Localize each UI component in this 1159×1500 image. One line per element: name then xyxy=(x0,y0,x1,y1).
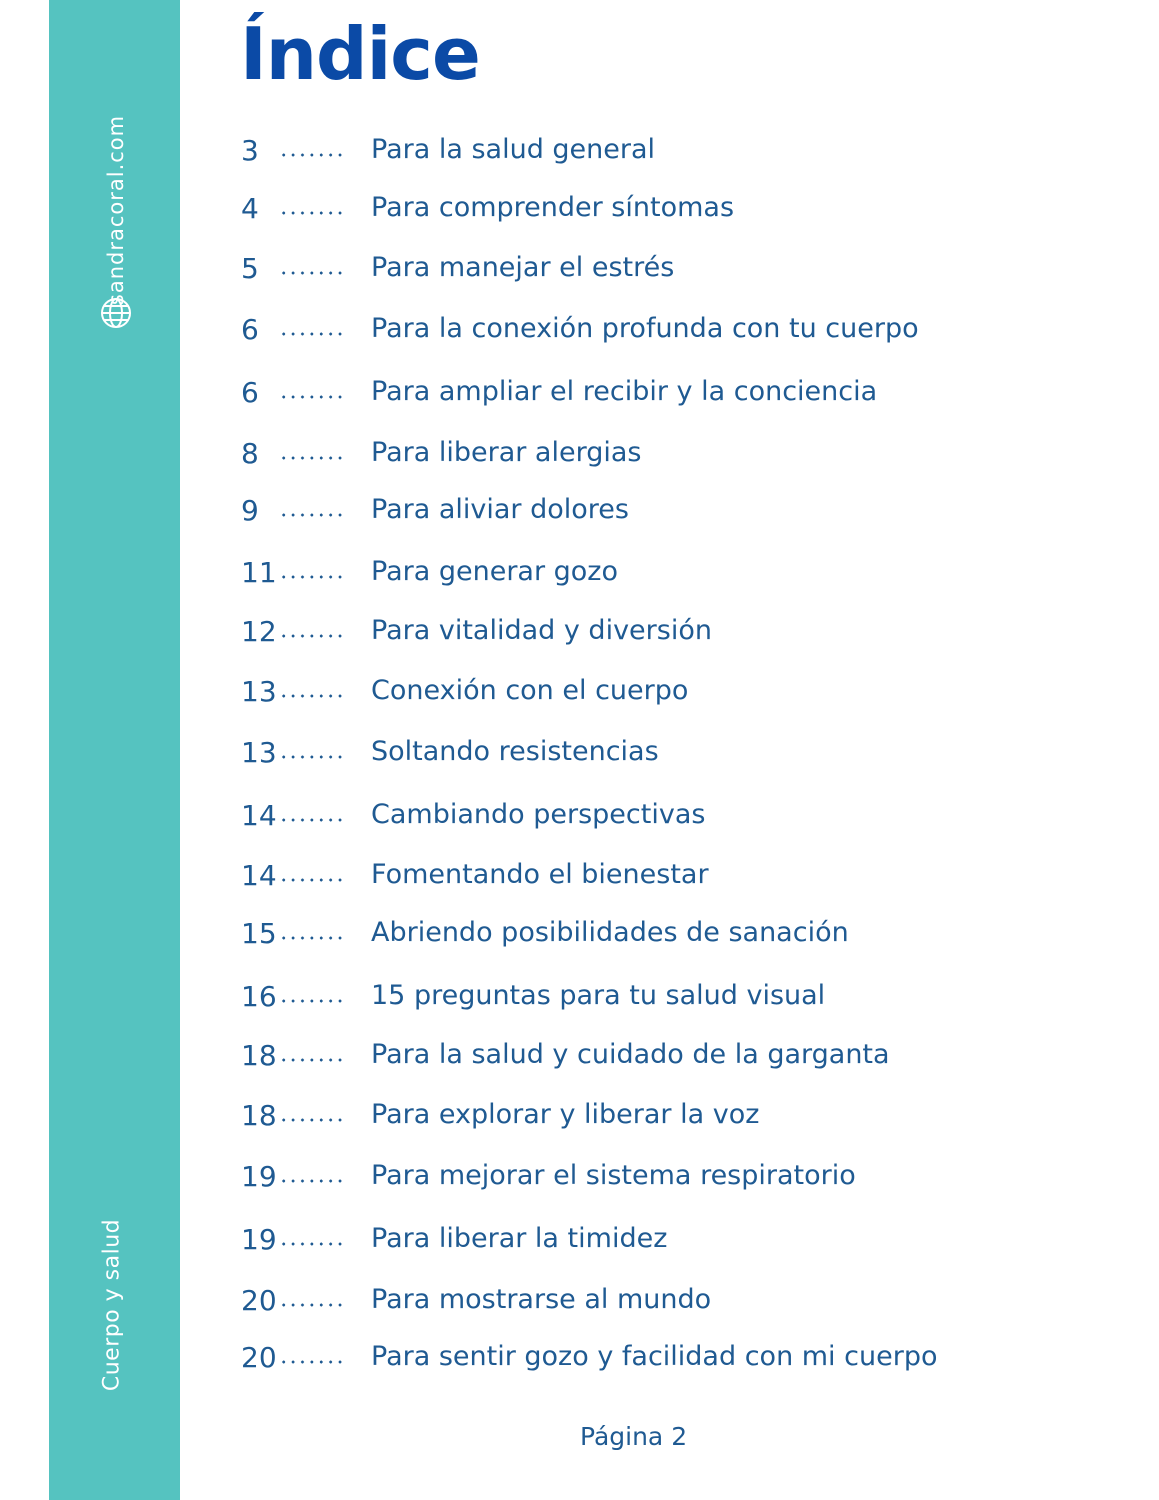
toc-title: Para vitalidad y diversión xyxy=(371,615,712,646)
toc-title: Soltando resistencias xyxy=(371,736,659,767)
toc-title: Cambiando perspectivas xyxy=(371,799,706,830)
toc-entry[interactable] xyxy=(241,729,1021,769)
toc-entry[interactable] xyxy=(241,792,1021,832)
toc-page-number: 15 xyxy=(241,917,277,950)
toc-title: Conexión con el cuerpo xyxy=(371,675,689,706)
toc-title: Para mejorar el sistema respiratorio xyxy=(371,1160,856,1191)
toc-entry[interactable] xyxy=(241,973,1021,1013)
toc-title: 15 preguntas para tu salud visual xyxy=(371,980,826,1011)
toc-page-number: 20 xyxy=(241,1284,277,1317)
toc-title: Para sentir gozo y facilidad con mi cuerpo xyxy=(371,1341,938,1372)
toc-page-number: 3 xyxy=(241,134,259,167)
toc-page-number: 6 xyxy=(241,376,259,409)
toc-page-number: 16 xyxy=(241,980,277,1013)
toc-entry[interactable] xyxy=(241,1032,1021,1072)
toc-dot-leader xyxy=(279,999,345,1003)
toc-entry[interactable] xyxy=(241,185,1021,225)
toc-entry[interactable] xyxy=(241,430,1021,470)
toc-page-number: 14 xyxy=(241,799,277,832)
toc-dot-leader xyxy=(279,332,345,336)
toc-entry[interactable] xyxy=(241,245,1021,285)
toc-title: Para manejar el estrés xyxy=(371,252,675,283)
toc-dot-leader xyxy=(279,936,345,940)
toc-page-number: 12 xyxy=(241,615,277,648)
toc-entry[interactable] xyxy=(241,549,1021,589)
toc-dot-leader xyxy=(279,575,345,579)
toc-dot-leader xyxy=(279,1303,345,1307)
toc-entry[interactable] xyxy=(241,1153,1021,1193)
toc-page-number: 13 xyxy=(241,736,277,769)
toc-title: Para ampliar el recibir y la conciencia xyxy=(371,376,878,407)
toc-page-number: 19 xyxy=(241,1160,277,1193)
toc-title: Para mostrarse al mundo xyxy=(371,1284,712,1315)
toc-page-number: 11 xyxy=(241,556,277,589)
toc-entry[interactable] xyxy=(241,852,1021,892)
toc-page-number: 4 xyxy=(241,192,259,225)
toc-dot-leader xyxy=(279,1242,345,1246)
toc-title: Para explorar y liberar la voz xyxy=(371,1099,760,1130)
toc-title: Para aliviar dolores xyxy=(371,494,629,525)
toc-dot-leader xyxy=(279,513,345,517)
toc-dot-leader xyxy=(279,878,345,882)
toc-page-number: 14 xyxy=(241,859,277,892)
toc-dot-leader xyxy=(279,1058,345,1062)
toc-dot-leader xyxy=(279,1360,345,1364)
toc-dot-leader xyxy=(279,755,345,759)
toc-entry[interactable] xyxy=(241,910,1021,950)
toc-entry[interactable] xyxy=(241,369,1021,409)
toc-dot-leader xyxy=(279,456,345,460)
toc-entry[interactable] xyxy=(241,127,1021,167)
page-title: Índice xyxy=(240,12,480,96)
toc-title: Abriendo posibilidades de sanación xyxy=(371,917,849,948)
toc-title: Para generar gozo xyxy=(371,556,618,587)
sidebar-footer-label: Cuerpo y salud xyxy=(99,1218,125,1392)
toc-page-number: 9 xyxy=(241,494,259,527)
toc-title: Para liberar la timidez xyxy=(371,1223,668,1254)
toc-page-number: 8 xyxy=(241,437,259,470)
toc-page-number: 13 xyxy=(241,675,277,708)
toc-dot-leader xyxy=(279,1118,345,1122)
toc-dot-leader xyxy=(279,818,345,822)
toc-entry[interactable] xyxy=(241,1216,1021,1256)
toc-dot-leader xyxy=(279,211,345,215)
toc-entry[interactable] xyxy=(241,668,1021,708)
toc-page-number: 6 xyxy=(241,313,259,346)
toc-entry[interactable] xyxy=(241,306,1021,346)
toc-title: Para comprender síntomas xyxy=(371,192,735,223)
toc-entry[interactable] xyxy=(241,1277,1021,1317)
toc-page-number: 20 xyxy=(241,1341,277,1374)
toc-title: Para la salud y cuidado de la garganta xyxy=(371,1039,890,1070)
toc-entry[interactable] xyxy=(241,1334,1021,1374)
toc-title: Para liberar alergias xyxy=(371,437,642,468)
toc-page-number: 18 xyxy=(241,1099,277,1132)
toc-entry[interactable] xyxy=(241,608,1021,648)
toc-title: Para la conexión profunda con tu cuerpo xyxy=(371,313,919,344)
page-number: Página 2 xyxy=(580,1422,688,1451)
globe-icon xyxy=(100,297,132,329)
toc-dot-leader xyxy=(279,634,345,638)
toc-dot-leader xyxy=(279,271,345,275)
toc-entry[interactable] xyxy=(241,1092,1021,1132)
toc-title: Fomentando el bienestar xyxy=(371,859,709,890)
toc-title: Para la salud general xyxy=(371,134,656,165)
toc-page-number: 5 xyxy=(241,252,259,285)
toc-dot-leader xyxy=(279,694,345,698)
toc-dot-leader xyxy=(279,1179,345,1183)
toc-page-number: 18 xyxy=(241,1039,277,1072)
toc-page-number: 19 xyxy=(241,1223,277,1256)
toc-entry[interactable] xyxy=(241,487,1021,527)
toc-dot-leader xyxy=(279,395,345,399)
website-label[interactable]: sandracoral.com xyxy=(104,114,128,306)
toc-dot-leader xyxy=(279,153,345,157)
